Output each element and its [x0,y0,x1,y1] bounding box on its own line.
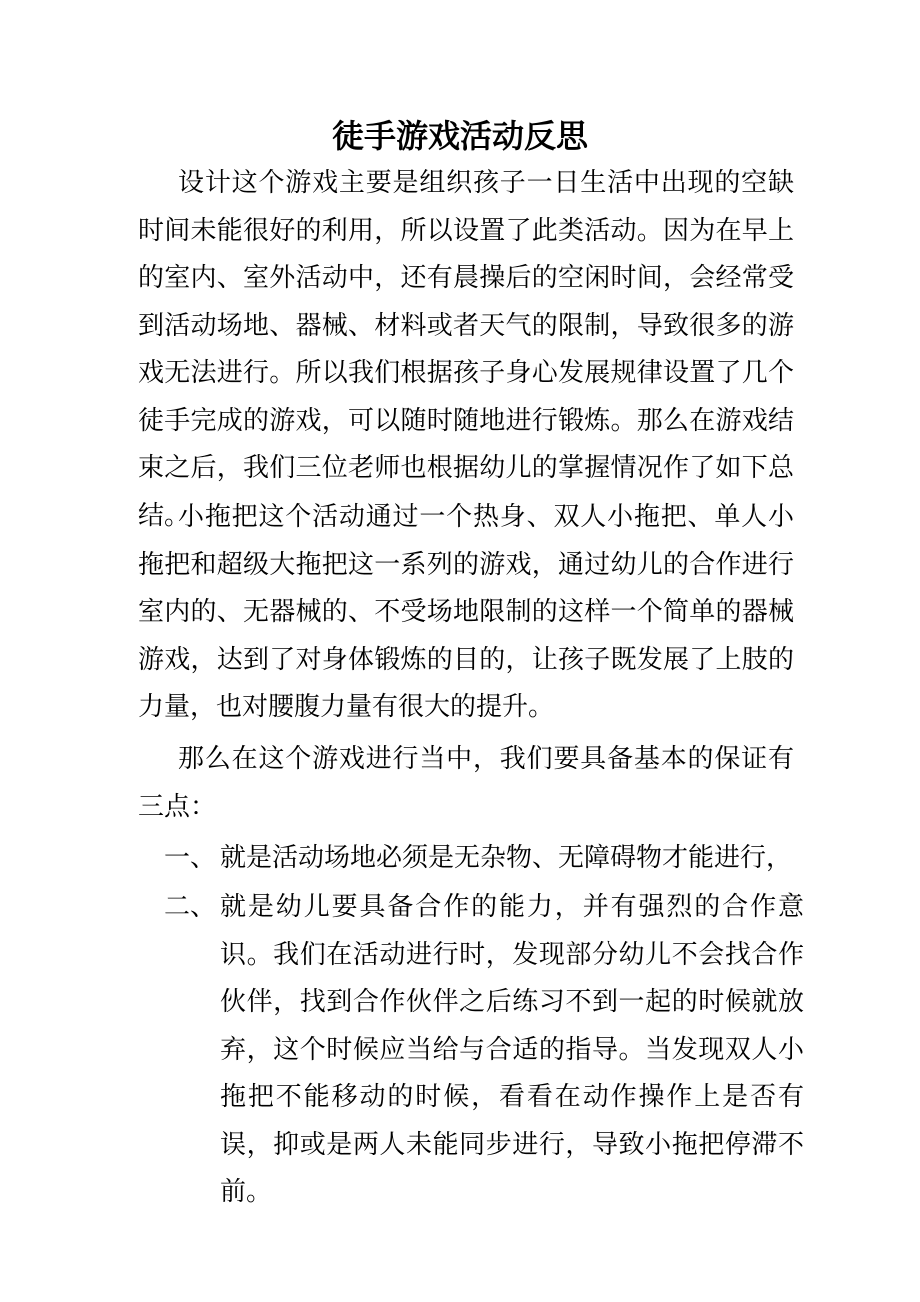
document-title: 徒手游戏活动反思 [331,117,588,155]
list-marker: 一、 [164,843,217,873]
paragraph-design-purpose: 设计这个游戏主要是组织孩子一日生活中出现的空缺时间未能很好的利用，所以设置了此类活动。因为在早上的室内、室外活动中，还有晨操后的空闲时间，会经常受到活动场地、器械、材料或者天气的限制，导致很多的游戏无法进行。所以我们根据孩子身心发展规律设置了几个徒手完成的游戏，可以随时随地进行锻炼。那么在游戏结束之后，我们三位老师也根据幼儿的掌握情况作了如下总结。 [138,168,794,531]
list-item [164,884,804,1207]
list-marker: 二、 [164,892,217,922]
list-item-text: 就是幼儿要具备合作的能力，并有强烈的合作意识。我们在活动进行时，发现部分幼儿不会找合作伙伴，找到合作伙伴之后练习不到一起的时候就放弃，这个时候应当给与合适的指导。当发现双人小拖把不能移动的时候，看看在动作操作上是否有误，抑或是两人未能同步进行，导致小拖把停滞不前。 [220,892,804,1207]
list-item-text: 就是活动场地必须是无杂物、无障碍物才能进行， [220,843,793,873]
paragraph-three-guarantees: 那么在这个游戏进行当中，我们要具备基本的保证有三点： [138,744,794,822]
list-item [164,835,804,883]
paragraph-small-mop-activity: 小拖把这个活动通过一个热身、双人小拖把、单人小拖把和超级大拖把这一系列的游戏，通过幼儿的合作进行室内的、无器械的、不受场地限制的这样一个简单的器械游戏，达到了对身体锻炼的目的，让孩子既发展了上肢的力量，也对腰腹力量有很大的提升。 [138,502,794,722]
